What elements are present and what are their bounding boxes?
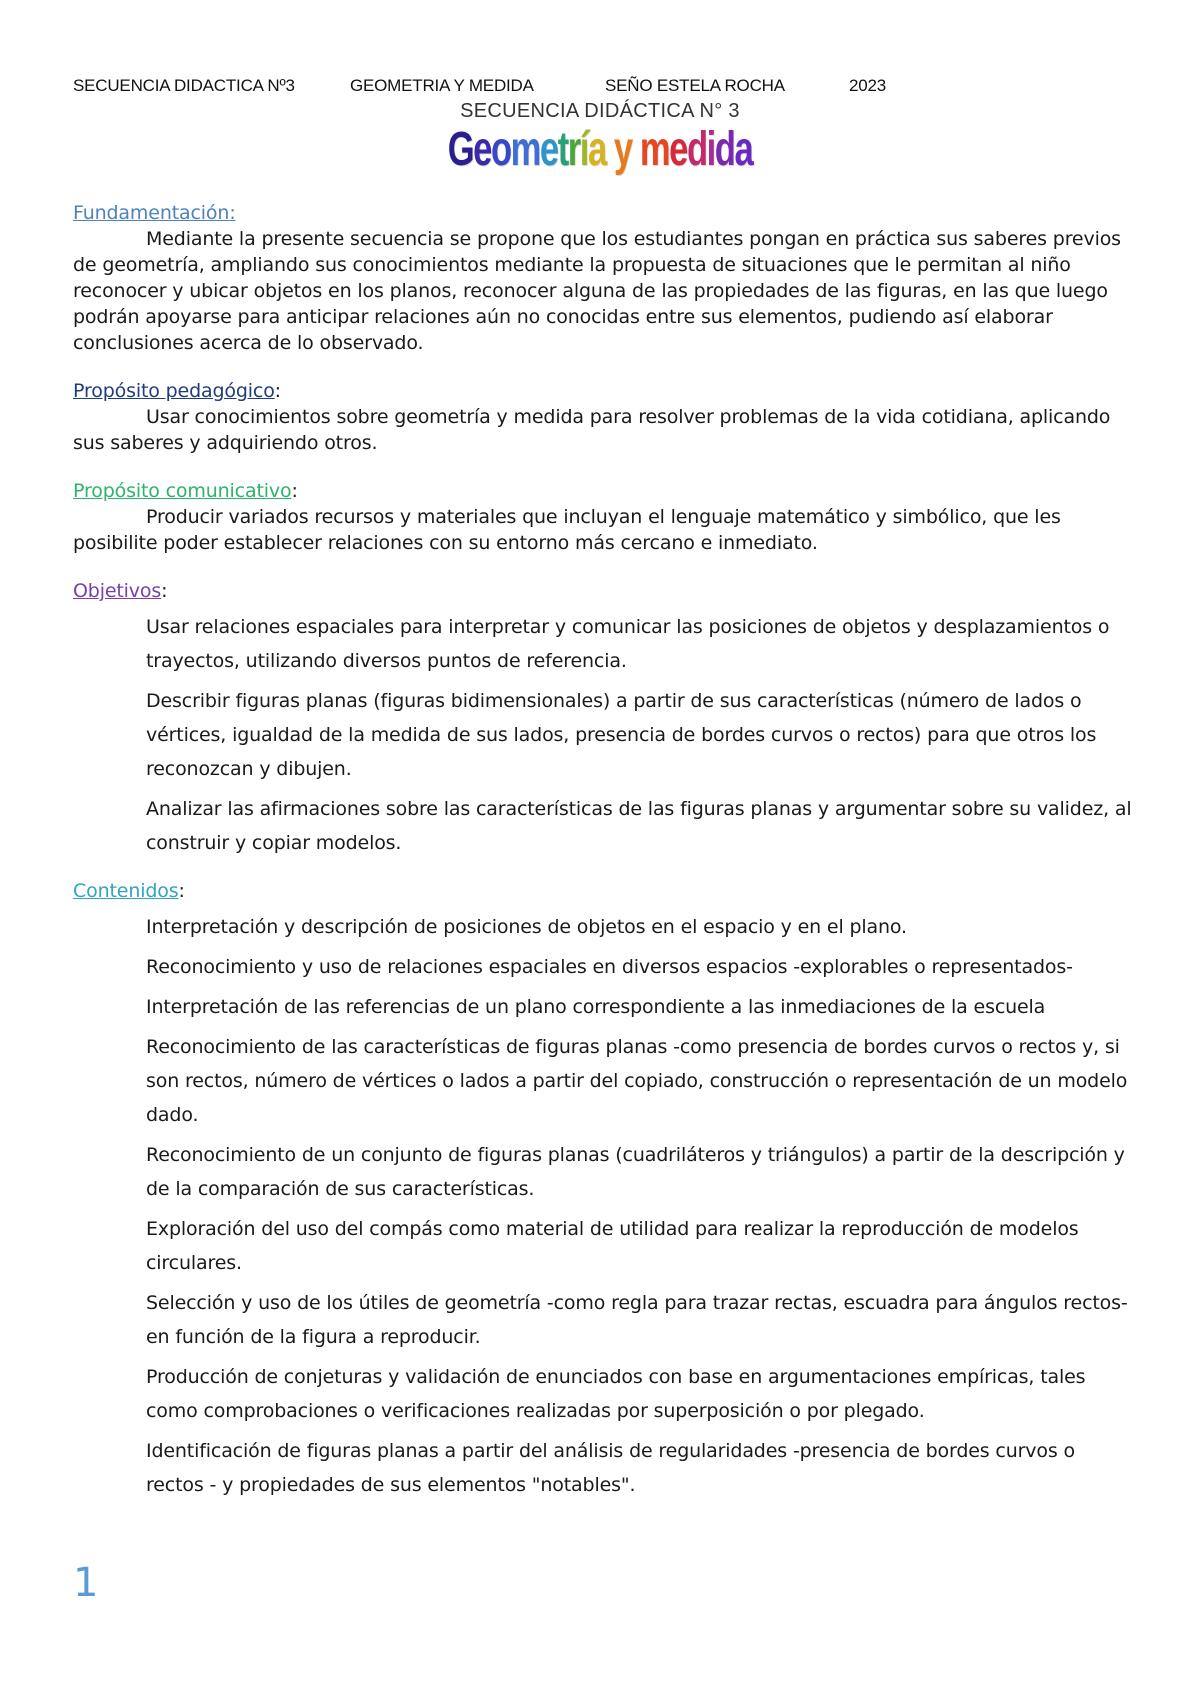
objetivo-item: Analizar las afirmaciones sobre las características de las figuras planas y argumentar sobre su validez, al construir y copiar modelos. bbox=[146, 798, 1132, 854]
document-body bbox=[73, 200, 1138, 1508]
wordart-letter: d bbox=[714, 123, 735, 176]
header-teacher: SEÑO ESTELA ROCHA bbox=[605, 76, 785, 95]
contenido-item: Reconocimiento de las características de figuras planas -como presencia de bordes curvos o rectos y, si son rectos, número de vértices o lados a partir del copiado, construcción o representación de un modelo dado. bbox=[146, 1036, 1128, 1126]
contenido-item: Interpretación de las referencias de un plano correspondiente a las inmediaciones de la escuela bbox=[146, 996, 1046, 1018]
proposito-pedagogico-heading: Propósito pedagógico: bbox=[73, 380, 281, 402]
objetivo-item: Describir figuras planas (figuras bidimensionales) a partir de sus características (número de lados o vértices, igualdad de la medida de sus lados, presencia de bordes curvos o rectos) para que otros los reconozcan y dibujen. bbox=[146, 690, 1097, 780]
contenido-item: Exploración del uso del compás como material de utilidad para realizar la reproducción de modelos circulares. bbox=[146, 1218, 1079, 1274]
wordart-letter: t bbox=[557, 123, 568, 176]
header-year: 2023 bbox=[849, 76, 887, 95]
fundamentacion-text: Mediante la presente secuencia se propone que los estudiantes pongan en práctica sus saberes previos de geometría, ampliando sus conocimientos mediante la propuesta de situaciones que le permitan al niño reconocer y ubicar objetos en los planos, reconocer alguna de las propiedades de las figuras, en las que luego podrán apoyarse para anticipar relaciones aún no conocidas entre sus elementos, pudiendo así elaborar conclusiones acerca de lo observado. bbox=[73, 228, 1121, 354]
wordart-letter: e bbox=[473, 123, 491, 176]
wordart-title bbox=[168, 122, 1032, 177]
wordart-letter: r bbox=[567, 123, 580, 176]
proposito-pedagogico-text: Usar conocimientos sobre geometría y medida para resolver problemas de la vida cotidiana, aplicando sus saberes y adquiriendo otros. bbox=[73, 406, 1111, 454]
wordart-letter: í bbox=[579, 123, 588, 176]
header-sequence: SECUENCIA DIDACTICA Nº3 bbox=[73, 76, 295, 95]
wordart-letter: e bbox=[539, 123, 558, 176]
contenidos-list bbox=[146, 910, 1138, 1502]
wordart-letter: G bbox=[447, 123, 474, 176]
wordart-letter: o bbox=[490, 123, 511, 176]
contenidos-title: Contenidos bbox=[73, 880, 179, 902]
proposito-comunicativo-heading: Propósito comunicativo: bbox=[73, 480, 298, 502]
objetivos-list bbox=[146, 610, 1138, 860]
header-area: GEOMETRIA Y MEDIDA bbox=[350, 76, 534, 95]
proposito-pedagogico-title: Propósito pedagógico bbox=[73, 380, 275, 402]
wordart-letter: i bbox=[706, 123, 715, 176]
fundamentacion-heading: Fundamentación: bbox=[73, 202, 236, 224]
contenido-item: Identificación de figuras planas a partir del análisis de regularidades -presencia de bordes curvos o rectos - y propiedades de sus elementos "notables". bbox=[146, 1440, 1075, 1496]
wordart-letter: a bbox=[734, 123, 753, 176]
proposito-comunicativo-title: Propósito comunicativo bbox=[73, 480, 292, 502]
wordart-letter: y bbox=[613, 123, 632, 176]
contenidos-heading: Contenidos: bbox=[73, 880, 185, 902]
contenido-item: Interpretación y descripción de posiciones de objetos en el espacio y en el plano. bbox=[146, 916, 907, 938]
contenido-item: Producción de conjeturas y validación de enunciados con base en argumentaciones empíricas, tales como comprobaciones o verificaciones realizadas por superposición o por plegado. bbox=[146, 1366, 1086, 1422]
objetivos-title: Objetivos bbox=[73, 580, 162, 602]
wordart-letter: m bbox=[510, 123, 540, 176]
wordart-letter: a bbox=[587, 123, 606, 176]
contenido-item: Reconocimiento y uso de relaciones espaciales en diversos espacios -explorables o representados- bbox=[146, 956, 1073, 978]
contenido-item: Selección y uso de los útiles de geometría -como regla para trazar rectas, escuadra para ángulos rectos- en función de la figura a reproducir. bbox=[146, 1292, 1128, 1348]
proposito-comunicativo-text: Producir variados recursos y materiales que incluyan el lenguaje matemático y simbólico, que les posibilite poder establecer relaciones con su entorno más cercano e inmediato. bbox=[73, 506, 1061, 554]
page-number: 1 bbox=[73, 1560, 99, 1606]
wordart-letter: m bbox=[639, 123, 670, 176]
contenido-item: Reconocimiento de un conjunto de figuras planas (cuadriláteros y triángulos) a partir de la descripción y de la comparación de sus características. bbox=[146, 1144, 1125, 1200]
wordart-letter: d bbox=[686, 123, 707, 176]
objetivo-item: Usar relaciones espaciales para interpretar y comunicar las posiciones de objetos y desplazamientos o trayectos, utilizando diversos puntos de referencia. bbox=[146, 616, 1110, 672]
fundamentacion-title: Fundamentación bbox=[73, 202, 230, 224]
document-subtitle: SECUENCIA DIDÁCTICA N° 3 bbox=[460, 100, 740, 122]
wordart-letter: e bbox=[669, 123, 687, 176]
objetivos-heading: Objetivos: bbox=[73, 580, 168, 602]
